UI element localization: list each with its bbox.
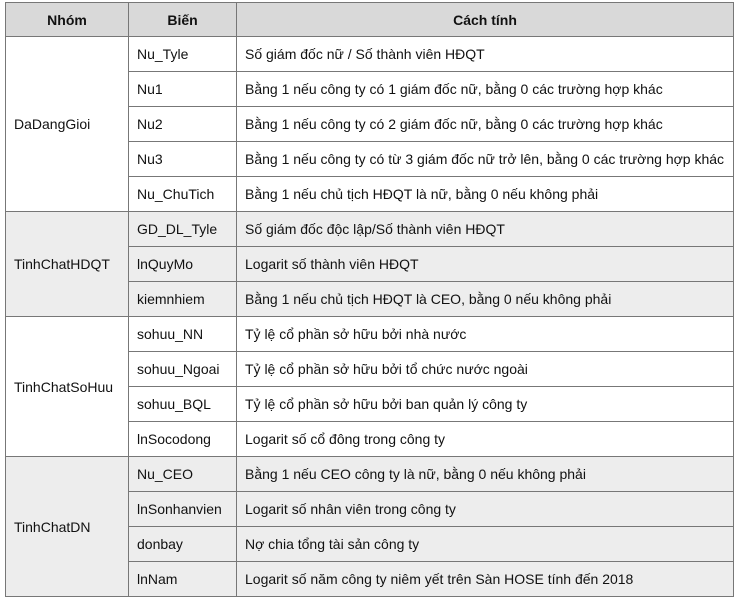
calculation-cell: Bằng 1 nếu CEO công ty là nữ, bằng 0 nếu không phải [237,457,734,492]
calculation-cell: Logarit số nhân viên trong công ty [237,492,734,527]
variable-cell: Nu3 [129,142,237,177]
variable-cell: Nu1 [129,72,237,107]
variable-cell: lnQuyMo [129,247,237,282]
variable-cell: Nu_Tyle [129,37,237,72]
variable-cell: lnSonhanvien [129,492,237,527]
variables-table [5,2,734,597]
variable-cell: Nu_ChuTich [129,177,237,212]
variable-cell: sohuu_BQL [129,387,237,422]
table-row [6,317,734,352]
variable-cell: sohuu_Ngoai [129,352,237,387]
group-cell: DaDangGioi [6,37,129,212]
calculation-cell: Tỷ lệ cổ phần sở hữu bởi ban quản lý công ty [237,387,734,422]
calculation-cell: Số giám đốc độc lập/Số thành viên HĐQT [237,212,734,247]
calculation-cell: Bằng 1 nếu công ty có 2 giám đốc nữ, bằng 0 các trường hợp khác [237,107,734,142]
calculation-cell: Tỷ lệ cổ phần sở hữu bởi tổ chức nước ngoài [237,352,734,387]
variable-cell: kiemnhiem [129,282,237,317]
calculation-cell: Bằng 1 nếu công ty có từ 3 giám đốc nữ trở lên, bằng 0 các trường hợp khác [237,142,734,177]
header-row [6,3,734,37]
group-cell: TinhChatHDQT [6,212,129,317]
table-row [6,212,734,247]
calculation-cell: Logarit số cổ đông trong công ty [237,422,734,457]
calculation-cell: Bằng 1 nếu chủ tịch HĐQT là nữ, bằng 0 nếu không phải [237,177,734,212]
variable-cell: donbay [129,527,237,562]
variable-cell: Nu_CEO [129,457,237,492]
header-calculation: Cách tính [237,3,734,37]
table-row [6,37,734,72]
header-group: Nhóm [6,3,129,37]
variable-cell: sohuu_NN [129,317,237,352]
variable-cell: Nu2 [129,107,237,142]
table-row [6,457,734,492]
calculation-cell: Logarit số thành viên HĐQT [237,247,734,282]
variable-cell: lnNam [129,562,237,597]
group-cell: TinhChatSoHuu [6,317,129,457]
calculation-cell: Logarit số năm công ty niêm yết trên Sàn HOSE tính đến 2018 [237,562,734,597]
calculation-cell: Tỷ lệ cổ phần sở hữu bởi nhà nước [237,317,734,352]
header-variable: Biến [129,3,237,37]
calculation-cell: Bằng 1 nếu chủ tịch HĐQT là CEO, bằng 0 nếu không phải [237,282,734,317]
calculation-cell: Bằng 1 nếu công ty có 1 giám đốc nữ, bằng 0 các trường hợp khác [237,72,734,107]
group-cell: TinhChatDN [6,457,129,597]
calculation-cell: Nợ chia tổng tài sản công ty [237,527,734,562]
calculation-cell: Số giám đốc nữ / Số thành viên HĐQT [237,37,734,72]
variable-cell: GD_DL_Tyle [129,212,237,247]
variable-cell: lnSocodong [129,422,237,457]
